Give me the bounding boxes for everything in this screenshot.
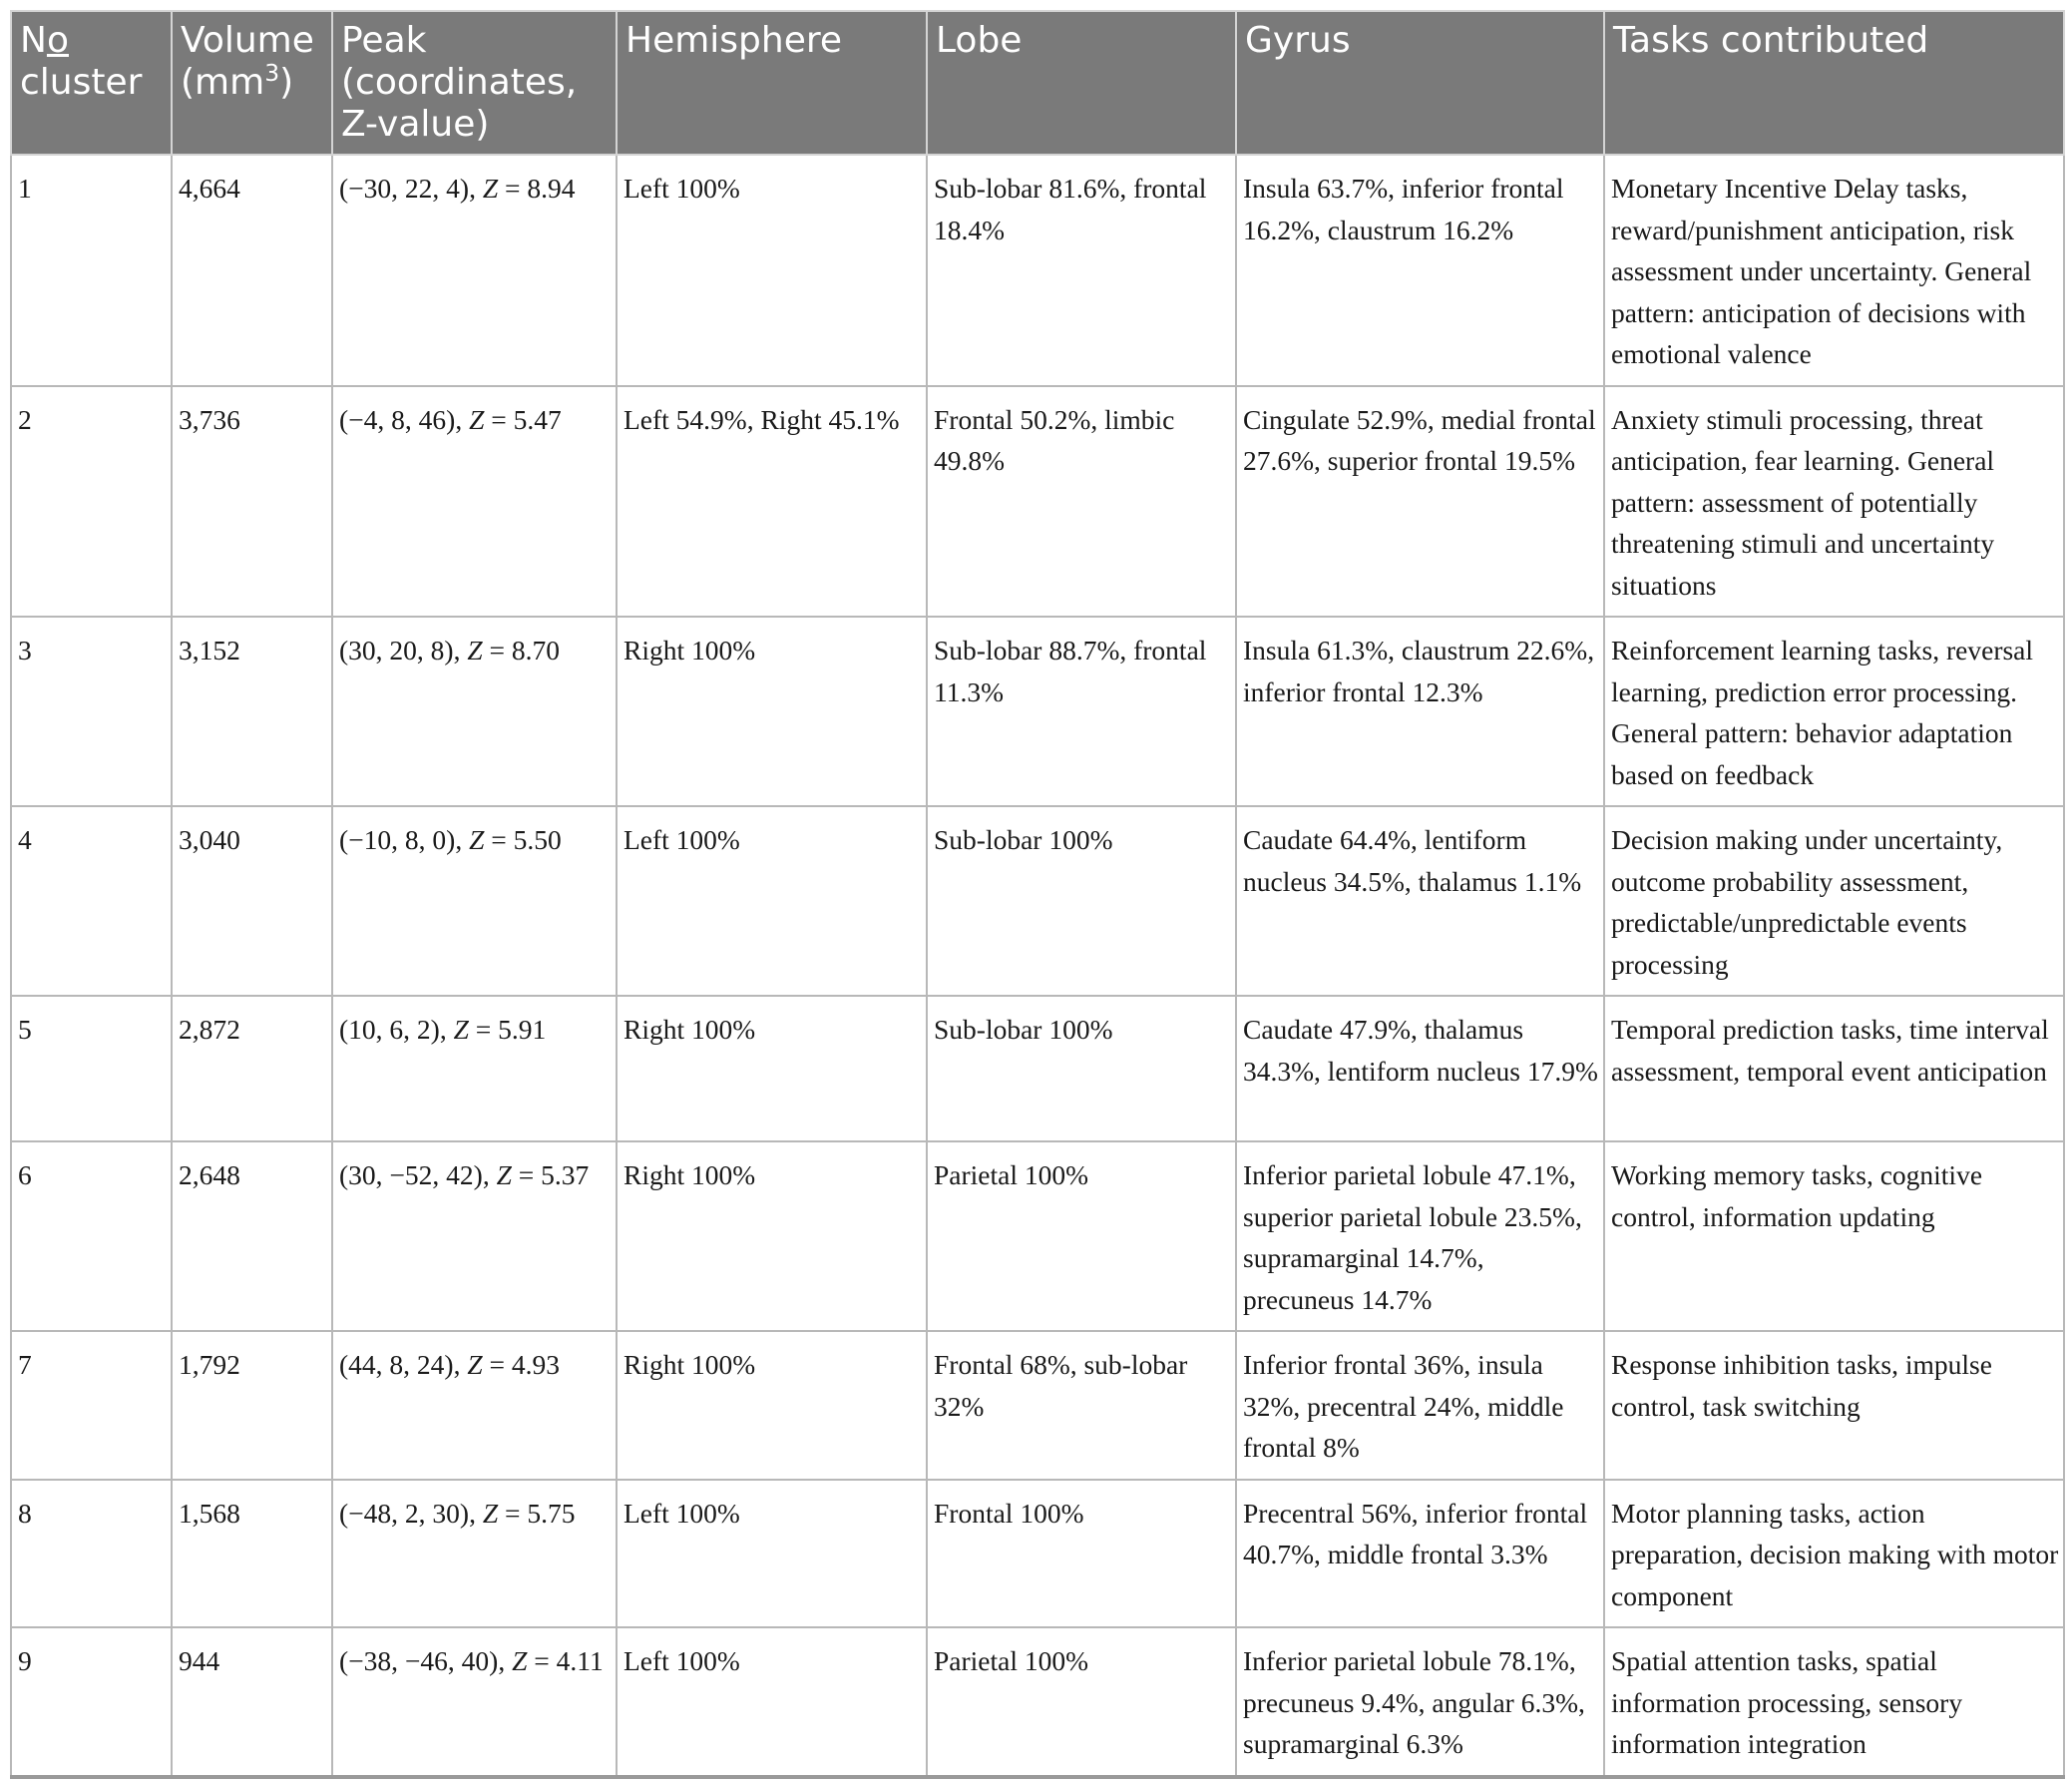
col-header-hemisphere: Hemisphere [617,11,927,155]
table-row [11,1141,2064,1331]
cell-tasks: Anxiety stimuli processing, threat anticipation, fear learning. General pattern: assessment of potentially threatening stimuli and uncertainty situations [1604,386,2064,618]
table-row [11,806,2064,996]
cell-volume: 3,040 [172,806,332,996]
cell-tasks: Response inhibition tasks, impulse control, task switching [1604,1331,2064,1480]
cell-volume: 2,872 [172,996,332,1141]
cell-tasks: Reinforcement learning tasks, reversal learning, prediction error processing. General pattern: behavior adaptation based on feedback [1604,617,2064,806]
col-header-gyrus: Gyrus [1236,11,1604,155]
col-header-tasks: Tasks contributed [1604,11,2064,155]
cell-gyrus: Inferior frontal 36%, insula 32%, precentral 24%, middle frontal 8% [1236,1331,1604,1480]
cell-peak: (−48, 2, 30), Z = 5.75 [332,1480,617,1628]
cell-hemisphere: Left 100% [617,1627,927,1777]
cell-gyrus: Precentral 56%, inferior frontal 40.7%, middle frontal 3.3% [1236,1480,1604,1628]
cell-lobe: Sub-lobar 88.7%, frontal 11.3% [927,617,1236,806]
cell-volume: 4,664 [172,155,332,386]
cell-no: 3 [11,617,172,806]
cell-no: 6 [11,1141,172,1331]
cell-peak: (−4, 8, 46), Z = 5.47 [332,386,617,618]
cell-peak: (−38, −46, 40), Z = 4.11 [332,1627,617,1777]
cell-gyrus: Caudate 47.9%, thalamus 34.3%, lentiform nucleus 17.9% [1236,996,1604,1141]
col-header-lobe: Lobe [927,11,1236,155]
cell-lobe: Sub-lobar 100% [927,806,1236,996]
table-row [11,1331,2064,1480]
cell-no: 7 [11,1331,172,1480]
cell-lobe: Frontal 68%, sub-lobar 32% [927,1331,1236,1480]
cell-peak: (−10, 8, 0), Z = 5.50 [332,806,617,996]
cell-volume: 1,568 [172,1480,332,1628]
cell-hemisphere: Right 100% [617,617,927,806]
cell-hemisphere: Left 100% [617,155,927,386]
header-row [11,11,2064,155]
cell-gyrus: Inferior parietal lobule 78.1%, precuneus 9.4%, angular 6.3%, supramarginal 6.3% [1236,1627,1604,1777]
table-header [11,11,2064,155]
cell-gyrus: Caudate 64.4%, lentiform nucleus 34.5%, thalamus 1.1% [1236,806,1604,996]
cell-peak: (−30, 22, 4), Z = 8.94 [332,155,617,386]
cell-no: 8 [11,1480,172,1628]
cell-tasks: Working memory tasks, cognitive control, information updating [1604,1141,2064,1331]
table-row [11,155,2064,386]
cell-peak: (44, 8, 24), Z = 4.93 [332,1331,617,1480]
cell-gyrus: Inferior parietal lobule 47.1%, superior parietal lobule 23.5%, supramarginal 14.7%, precuneus 14.7% [1236,1141,1604,1331]
cell-no: 1 [11,155,172,386]
cell-volume: 944 [172,1627,332,1777]
cell-lobe: Frontal 50.2%, limbic 49.8% [927,386,1236,618]
cell-lobe: Parietal 100% [927,1627,1236,1777]
cell-volume: 3,152 [172,617,332,806]
cell-peak: (10, 6, 2), Z = 5.91 [332,996,617,1141]
table-body [11,155,2064,1777]
cell-hemisphere: Left 100% [617,806,927,996]
cell-tasks: Spatial attention tasks, spatial information processing, sensory information integration [1604,1627,2064,1777]
table-row [11,617,2064,806]
table-row [11,1480,2064,1628]
cell-tasks: Temporal prediction tasks, time interval assessment, temporal event anticipation [1604,996,2064,1141]
cell-no: 9 [11,1627,172,1777]
cell-peak: (30, 20, 8), Z = 8.70 [332,617,617,806]
cell-volume: 1,792 [172,1331,332,1480]
table-row [11,1627,2064,1777]
cell-hemisphere: Left 100% [617,1480,927,1628]
cell-volume: 3,736 [172,386,332,618]
col-header-no-cluster: No cluster [11,11,172,155]
table-row [11,996,2064,1141]
cell-hemisphere: Right 100% [617,996,927,1141]
cell-lobe: Parietal 100% [927,1141,1236,1331]
cell-volume: 2,648 [172,1141,332,1331]
cell-gyrus: Cingulate 52.9%, medial frontal 27.6%, superior frontal 19.5% [1236,386,1604,618]
cell-gyrus: Insula 61.3%, claustrum 22.6%, inferior frontal 12.3% [1236,617,1604,806]
cell-lobe: Sub-lobar 81.6%, frontal 18.4% [927,155,1236,386]
cluster-table [10,10,2065,1779]
cell-hemisphere: Right 100% [617,1331,927,1480]
col-header-peak: Peak (coordinates, Z-value) [332,11,617,155]
cell-no: 2 [11,386,172,618]
cell-lobe: Frontal 100% [927,1480,1236,1628]
cell-no: 4 [11,806,172,996]
cell-peak: (30, −52, 42), Z = 5.37 [332,1141,617,1331]
cell-hemisphere: Right 100% [617,1141,927,1331]
cell-lobe: Sub-lobar 100% [927,996,1236,1141]
cell-no: 5 [11,996,172,1141]
cell-tasks: Decision making under uncertainty, outcome probability assessment, predictable/unpredictable events processing [1604,806,2064,996]
table-row [11,386,2064,618]
cell-gyrus: Insula 63.7%, inferior frontal 16.2%, claustrum 16.2% [1236,155,1604,386]
col-header-volume: Volume $(mm^3)$ [172,11,332,155]
cell-hemisphere: Left 54.9%, Right 45.1% [617,386,927,618]
cell-tasks: Motor planning tasks, action preparation, decision making with motor component [1604,1480,2064,1628]
cell-tasks: Monetary Incentive Delay tasks, reward/punishment anticipation, risk assessment under uncertainty. General pattern: anticipation of decisions with emotional valence [1604,155,2064,386]
